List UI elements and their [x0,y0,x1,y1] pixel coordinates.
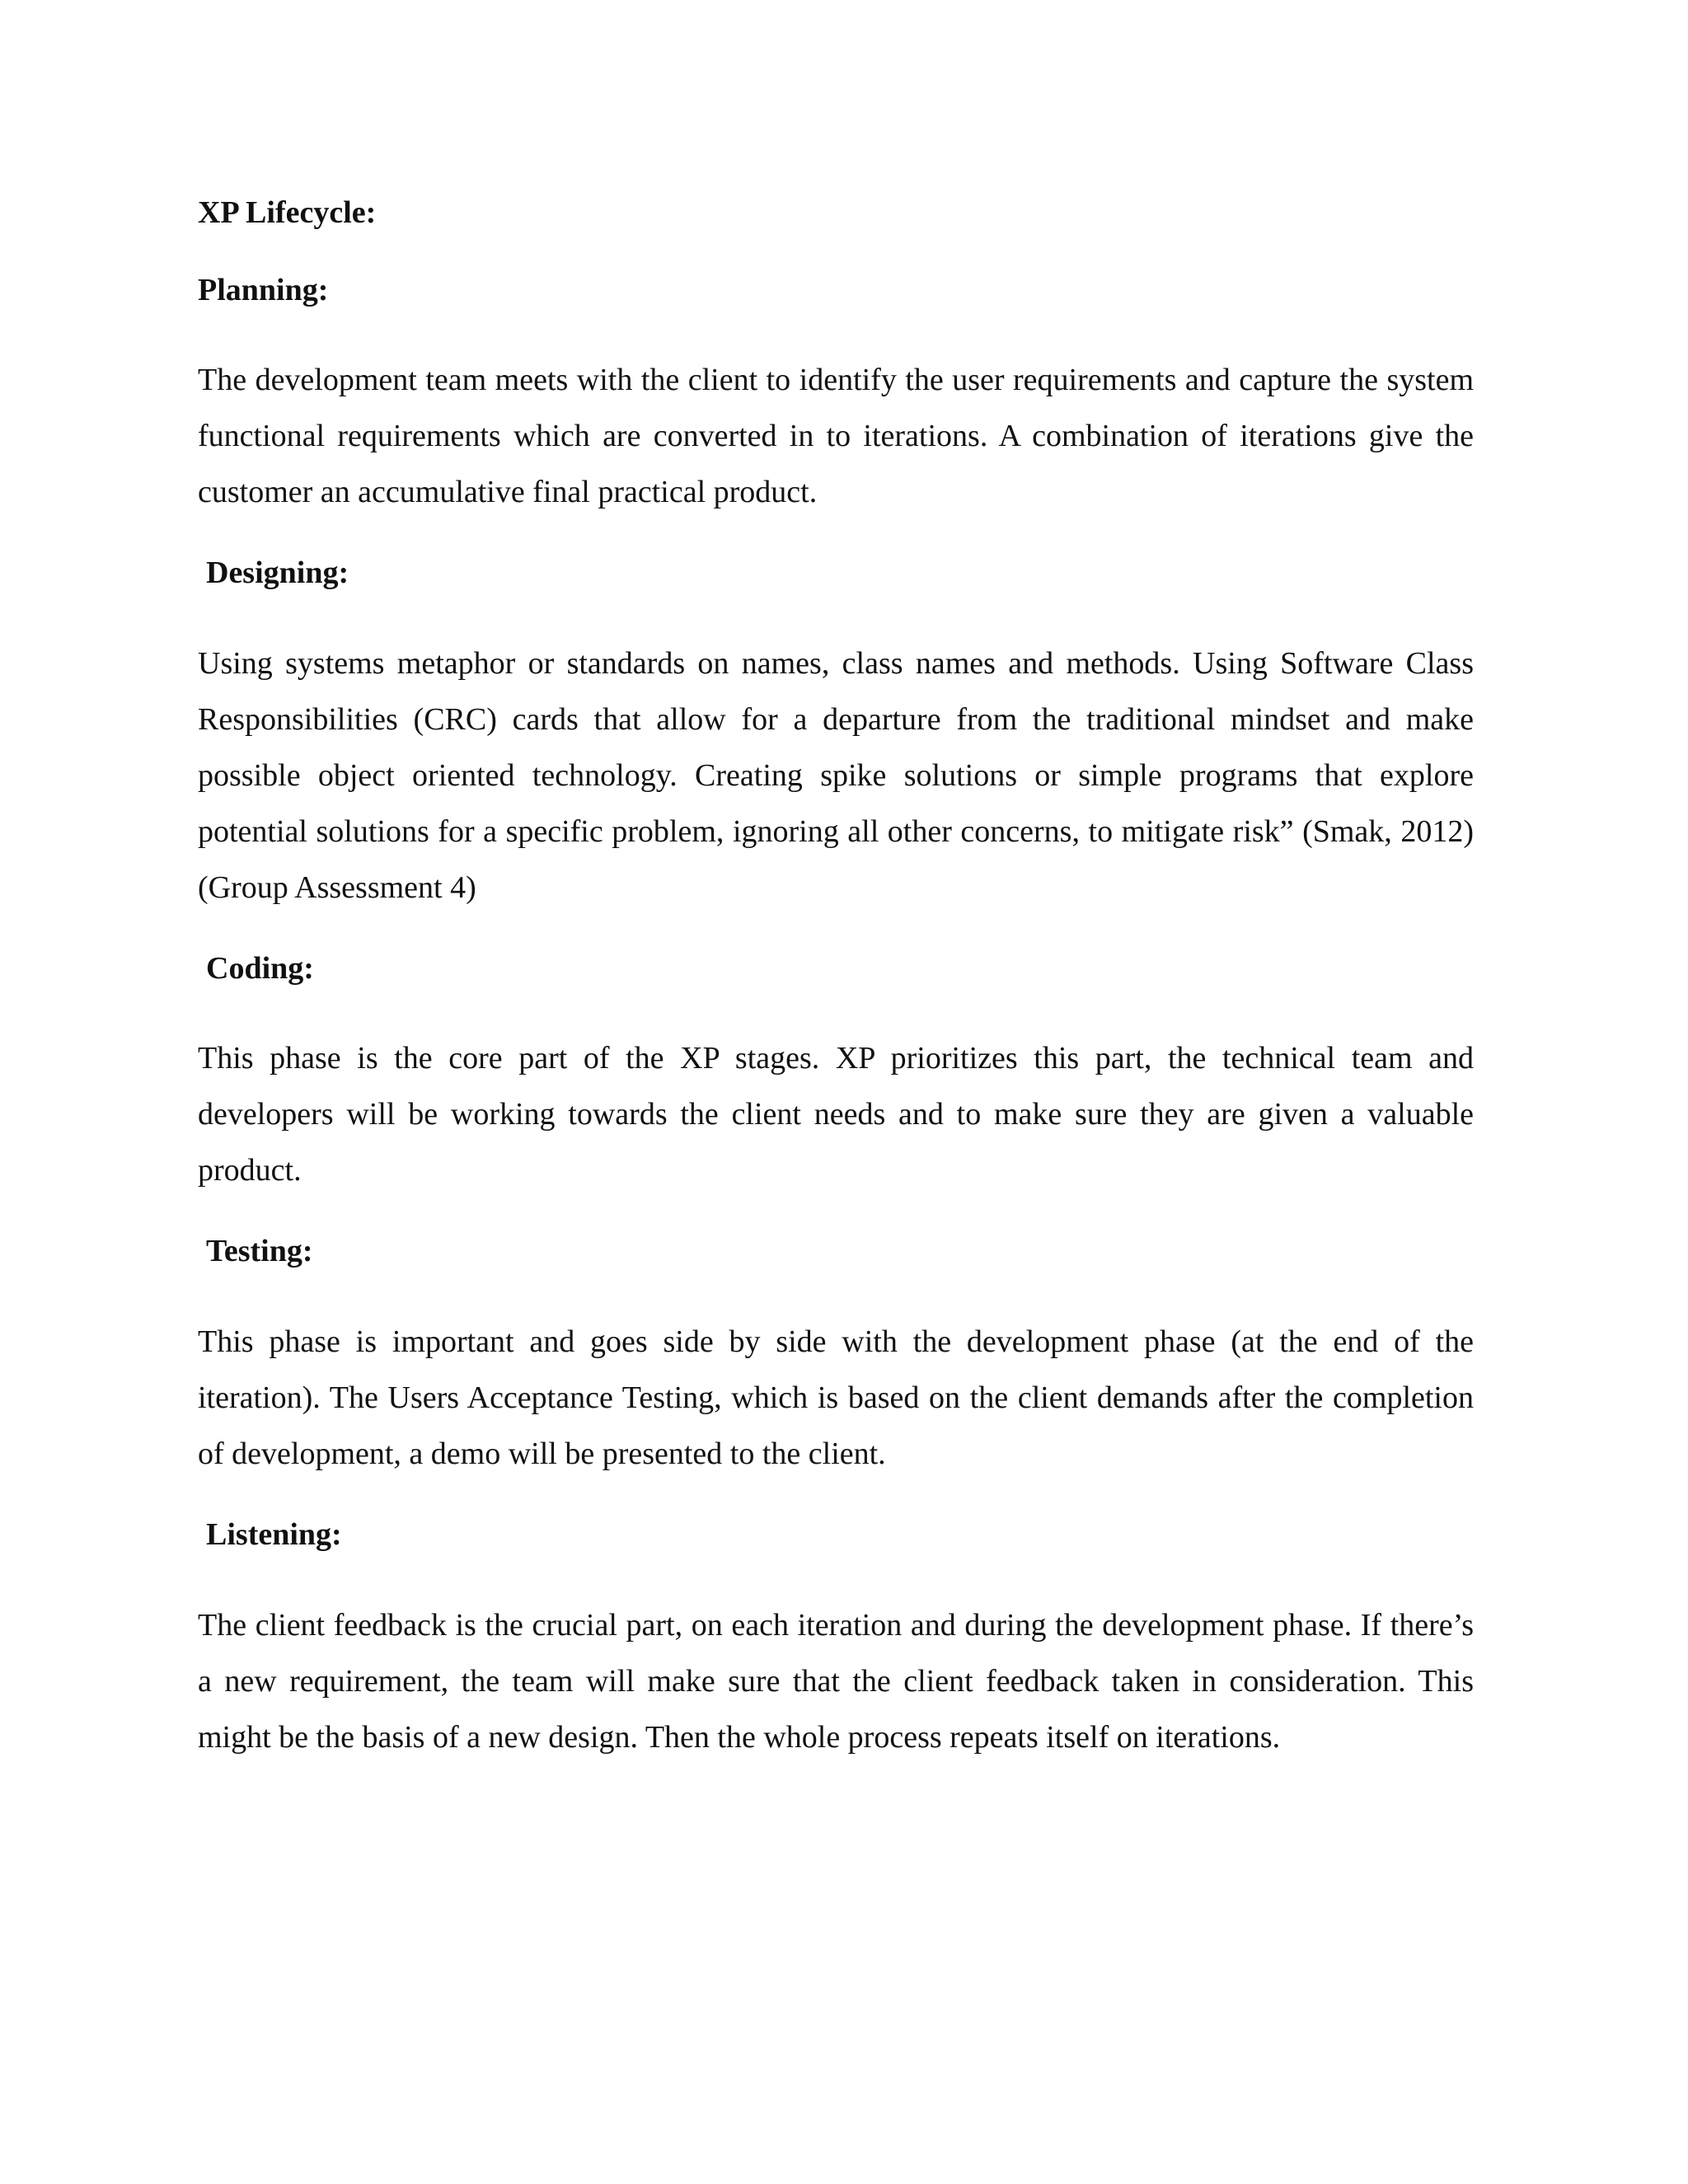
section-body-coding: This phase is the core part of the XP stages. XP prioritizes this part, the technical team and developers will be working towards the client needs and to make sure they are given a valuable product. [198,1041,1474,1188]
section-body-listening: The client feedback is the crucial part, on each iteration and during the development phase. If there’s a new requirement, the team will make sure that the client feedback taken in consideration. This might be the basis of a new design. Then the whole process repeats itself on iterations. [198,1607,1474,1755]
document-body [198,194,1474,1800]
document-title: XP Lifecycle: [198,195,377,230]
section-heading-listening: Listening: [206,1516,342,1552]
section-heading-planning: Planning: [198,272,329,307]
section-heading-testing: Testing: [206,1234,313,1269]
section-heading-designing: Designing: [206,555,349,591]
section-heading-coding: Coding: [206,950,314,986]
section-body-testing: This phase is important and goes side by side with the development phase (at the end of the iteration). The Users Acceptance Testing, which is based on the client demands after the completion of development, a demo will be presented to the client. [198,1324,1474,1471]
section-body-planning: The development team meets with the client to identify the user requirements and capture the system functional requirements which are converted in to iterations. A combination of iterations give the customer an accumulative final practical product. [198,363,1474,510]
section-body-designing: Using systems metaphor or standards on names, class names and methods. Using Software Class Responsibilities (CRC) cards that allow for a departure from the traditional mindset and make possible object oriented technology. Creating spike solutions or simple programs that explore potential solutions for a specific problem, ignoring all other concerns, to mitigate risk” (Smak, 2012) (Group Assessment 4) [198,645,1474,905]
